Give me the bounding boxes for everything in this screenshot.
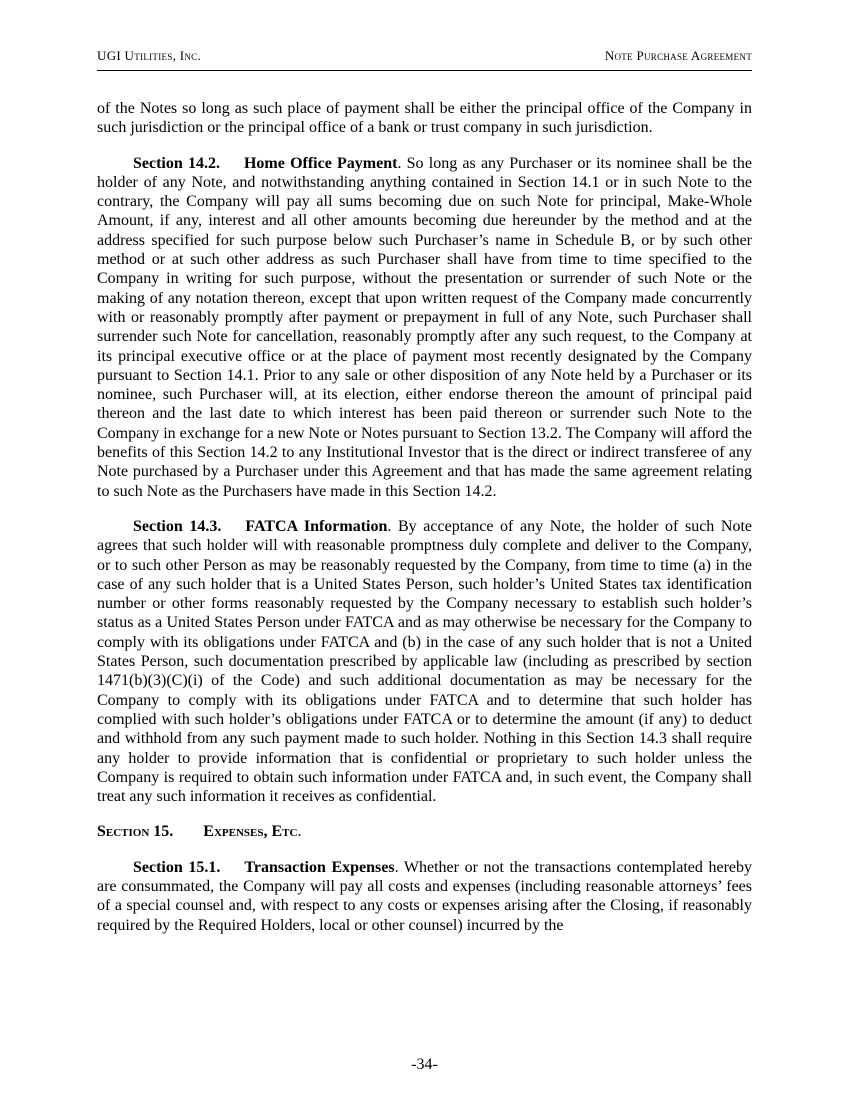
page-number: -34- <box>411 1056 438 1073</box>
intro-paragraph <box>97 99 752 138</box>
section-14-3-title: FATCA Information <box>245 517 388 535</box>
page-header <box>97 48 752 71</box>
section-15-title: Expenses, Etc <box>203 823 298 841</box>
text-run: of the Notes so long as such place of payment shall be either the principal office of the Company in such jurisdiction or the principal office of a bank or trust company in such jurisdiction. <box>97 100 752 137</box>
text-run: . So long as any Purchaser or its nominee shall be the holder of any Note, and notwithstanding anything contained in Section 14.1 or in such Note to the contrary, the Company will pay all sums becoming due on such Note for principal, Make-Whole Amount, if any, interest and all other amounts becoming due hereunder by the method and at the address specified for such purpose below such Purchaser’s name in Schedule B, or by such other method or at such other address as such Purchaser shall have from time to time specified to the Company in writing for such purpose, without the presentation or surrender of such Note or the making of any notation thereon, except that upon written request of the Company made concurrently with or reasonably promptly after payment or prepayment in full of any Note, such Purchaser shall surrender such Note for cancellation, reasonably promptly after any such request, to the Company at its principal executive office or at the place of payment most recently designated by the Company pursuant to Section 14.1. Prior to any sale or other disposition of any Note held by a Purchaser or its nominee, such Purchaser will, at its election, either endorse thereon the amount of principal paid thereon and the last date to which interest has been paid thereon or surrender such Note to the Company in exchange for a new Note or Notes pursuant to Section 13.2. The Company will afford the benefits of this Section 14.2 to any Institutional Investor that is the direct or indirect transferee of any Note purchased by a Purchaser under this Agreement and that has made the same agreement relating to such Note as the Purchasers have made in this Section 14.2. <box>97 154 752 500</box>
section-15-1-paragraph <box>97 858 752 935</box>
section-15-label: Section 15. <box>97 823 174 841</box>
section-15-1-title: Transaction Expenses <box>244 858 395 876</box>
header-document-title: Note Purchase Agreement <box>604 48 752 63</box>
section-15-heading <box>97 822 752 841</box>
section-15-1-label: Section 15.1. <box>133 858 221 876</box>
page-footer <box>0 1056 849 1074</box>
text-run: . By acceptance of any Note, the holder of such Note agrees that such holder will with reasonable promptness duly complete and deliver to the Company, or to such other Person as may be reasonably requested by the Company, from time to time (a) in the case of any such holder that is a United States Person, such holder’s United States tax identification number or other forms reasonably requested by the Company necessary to establish such holder’s status as a United States Person under FATCA and as may otherwise be necessary for the Company to comply with its obligations under FATCA and (b) in the case of any such holder that is not a United States Person, such documentation prescribed by applicable law (including as prescribed by section 1471(b)(3)(C)(i) of the Code) and such additional documentation as may be necessary for the Company to comply with its obligations under FATCA and to determine that such holder has complied with such holder’s obligations under FATCA or to determine the amount (if any) to deduct and withhold from any such payment made to such holder. Nothing in this Section 14.3 shall require any holder to provide information that is confidential or proprietary to such holder unless the Company is required to obtain such information under FATCA and, in such event, the Company shall treat any such information it receives as confidential. <box>97 517 752 806</box>
section-14-2-paragraph <box>97 154 752 501</box>
section-14-3-label: Section 14.3. <box>133 517 222 535</box>
section-14-3-paragraph <box>97 517 752 806</box>
section-14-2-title: Home Office Payment <box>243 154 398 172</box>
text-run: . Whether or not the transactions contemplated hereby are consummated, the Company will pay all costs and expenses (including reasonable attorneys’ fees of a special counsel and, with respect to any costs or expenses arising after the Closing, if reasonably required by the Required Holders, local or other counsel) incurred by the <box>97 858 753 934</box>
document-body <box>97 99 752 935</box>
text-run: . <box>297 823 302 841</box>
header-company-name: UGI Utilities, Inc. <box>97 48 202 63</box>
section-14-2-label: Section 14.2. <box>133 154 220 172</box>
